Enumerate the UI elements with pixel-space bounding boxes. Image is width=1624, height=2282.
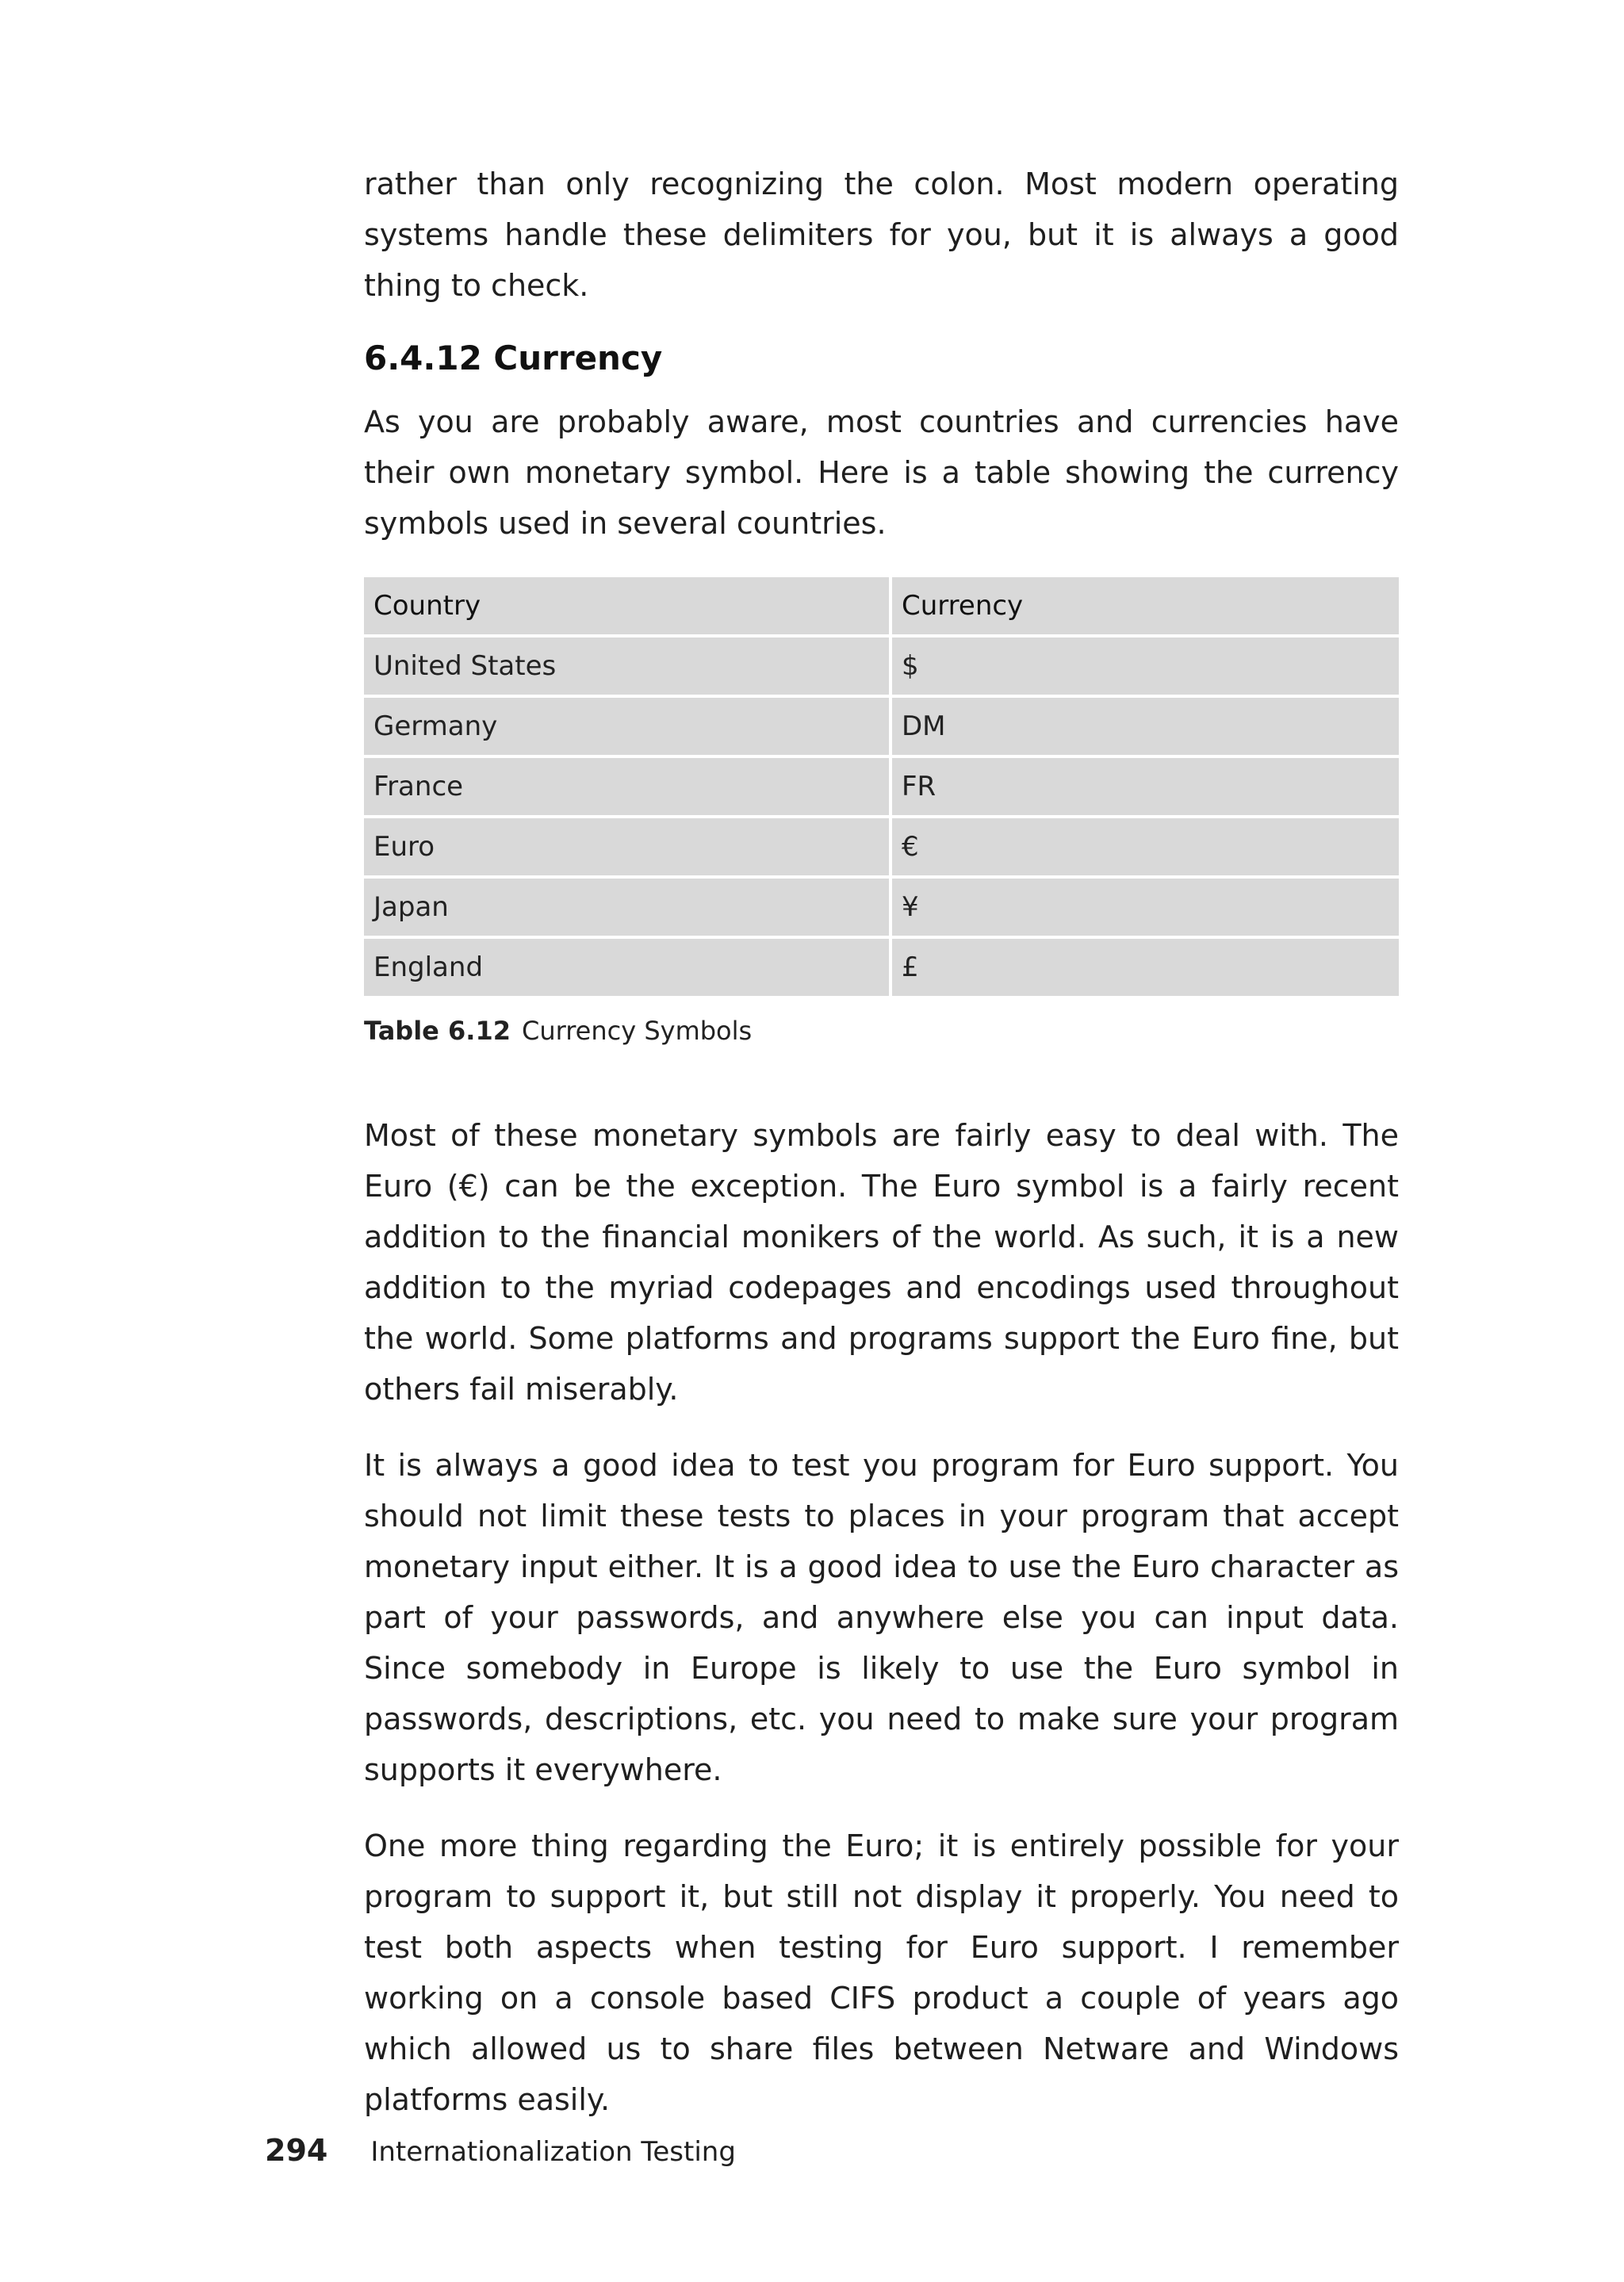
table-row: [364, 879, 1399, 939]
table-caption: [364, 1013, 1399, 1048]
table-caption-label: Table 6.12: [364, 1016, 511, 1046]
table-cell-country: Japan: [364, 879, 892, 939]
table-row: [364, 818, 1399, 879]
table-caption-text: Currency Symbols: [521, 1016, 753, 1046]
section-intro-paragraph: As you are probably aware, most countries and currencies have their own monetary symbol. Here is a table showing the currency symbols used in several countries.: [364, 404, 1399, 541]
body-paragraph: rather than only recognizing the colon. Most modern operating systems handle these delimiters for you, but it is always a good thing to check.: [364, 167, 1399, 303]
table-header-country: Country: [364, 577, 892, 638]
section-heading: 6.4.12 Currency: [364, 339, 663, 377]
body-paragraph: Most of these monetary symbols are fairly easy to deal with. The Euro (€) can be the exception. The Euro symbol is a fairly recent addition to the financial monikers of the world. As such, it is a new addition to the myriad codepages and encodings used throughout the world. Some platforms and programs support the Euro fine, but others fail miserably.: [364, 1118, 1399, 1407]
table-cell-currency: $: [892, 638, 1399, 698]
body-paragraph: One more thing regarding the Euro; it is entirely possible for your program to support it, but still not display it properly. You need to test both aspects when testing for Euro support. I remember working on a console based CIFS product a couple of years ago which allowed us to share files between Netware and Windows platforms easily.: [364, 1828, 1399, 2117]
table-row: [364, 758, 1399, 818]
body-text-after-table: [364, 1110, 1399, 2125]
page-footer: [265, 2133, 736, 2169]
table-cell-country: Euro: [364, 818, 892, 879]
table-cell-country: Germany: [364, 698, 892, 758]
table-cell-currency: FR: [892, 758, 1399, 818]
table-cell-currency: £: [892, 939, 1399, 996]
currency-table: [364, 577, 1399, 996]
table-cell-currency: DM: [892, 698, 1399, 758]
page-content: [364, 159, 1399, 2125]
table-header-currency: Currency: [892, 577, 1399, 638]
table-row: [364, 638, 1399, 698]
table-cell-country: England: [364, 939, 892, 996]
running-title: Internationalization Testing: [370, 2136, 736, 2168]
page-number: 294: [265, 2133, 328, 2168]
table-row: [364, 939, 1399, 996]
table-cell-currency: €: [892, 818, 1399, 879]
table-cell-country: United States: [364, 638, 892, 698]
table-cell-currency: ¥: [892, 879, 1399, 939]
table-cell-country: France: [364, 758, 892, 818]
table-header-row: [364, 577, 1399, 638]
table-row: [364, 698, 1399, 758]
body-paragraph: It is always a good idea to test you program for Euro support. You should not limit these tests to places in your program that accept monetary input either. It is a good idea to use the Euro character as part of your passwords, and anywhere else you can input data. Since somebody in Europe is likely to use the Euro symbol in passwords, descriptions, etc. you need to make sure your program supports it everywhere.: [364, 1448, 1399, 1787]
